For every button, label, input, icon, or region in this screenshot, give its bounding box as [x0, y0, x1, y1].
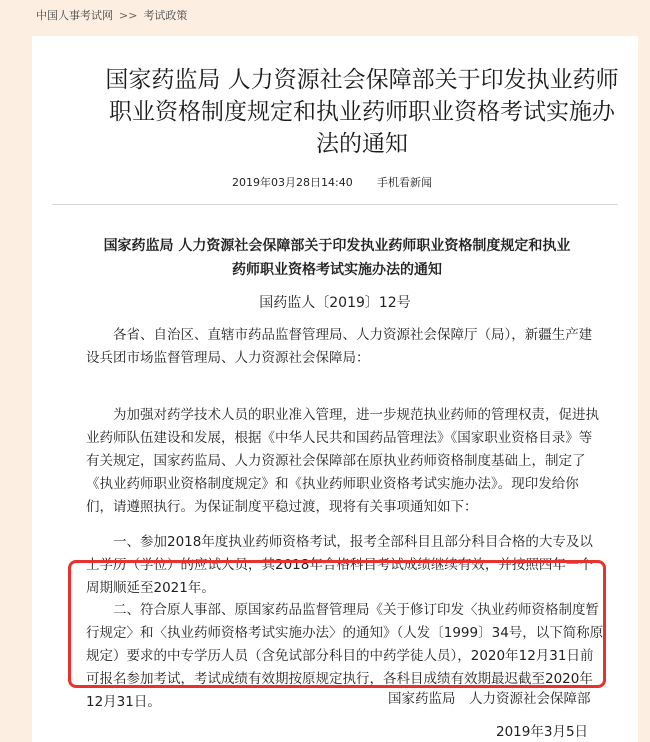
article-title: 国家药监局 人力资源社会保障部关于印发执业药师职业资格制度规定和执业药师职业资格考试实施办法的通知: [105, 67, 619, 157]
mobile-news-link[interactable]: 手机看新闻: [377, 176, 432, 189]
divider: [52, 204, 618, 205]
notice-title: 国家药监局 人力资源社会保障部关于印发执业药师职业资格制度规定和执业药师职业资格考试实施办法的通知: [103, 238, 571, 278]
breadcrumb-separator: >>: [119, 8, 138, 22]
notice-signature: 国家药监局 人力资源社会保障部: [388, 691, 591, 707]
breadcrumb: [36, 7, 187, 23]
article-date: 2019年03月28日14:40: [232, 176, 353, 189]
notice-paragraph-item-2: 二、符合原人事部、原国家药品监督管理局《关于修订印发〈执业药师资格制度暂行规定〉和〈执业药师资格考试实施办法〉的通知》（人发〔1999〕34号，以下简称原规定）要求的中专学历人员（含免试部分科目的中药学徒人员），2020年12月31日前可报名参加考试，考试成绩有效期按原规定执行，各科目成绩有效期最迟截至2020年12月31日。: [86, 602, 604, 710]
notice-sign-date: 2019年3月5日: [496, 724, 589, 740]
notice-paragraph-intro: 为加强对药学技术人员的职业准入管理，进一步规范执业药师的管理权责，促进执业药师队伍建设和发展，根据《中华人民共和国药品管理法》《国家职业资格目录》等有关规定，国家药监局、人力资源社会保障部在原执业药师资格制度基础上，制定了《执业药师职业资格制度规定》和《执业药师职业资格考试实施办法》。现印发给你们，请遵照执行。为保证制度平稳过渡，现将有关事项通知如下：: [86, 407, 599, 515]
breadcrumb-section-link[interactable]: 考试政策: [143, 9, 188, 22]
breadcrumb-home-link[interactable]: 中国人事考试网: [36, 9, 113, 22]
notice-paragraph-addressee: 各省、自治区、直辖市药品监督管理局、人力资源社会保障厅（局），新疆生产建设兵团市场监督管理局、人力资源社会保障局：: [86, 327, 593, 366]
notice-paragraph-item-1: 一、参加2018年度执业药师资格考试，报考全部科目且部分科目合格的大专及以上学历（学位）的应试人员，其2018年合格科目考试成绩继续有效，并按照四年一个周期顺延至2021年。: [86, 534, 593, 596]
article-container: [32, 36, 638, 742]
document-number: 国药监人〔2019〕12号: [259, 295, 411, 311]
